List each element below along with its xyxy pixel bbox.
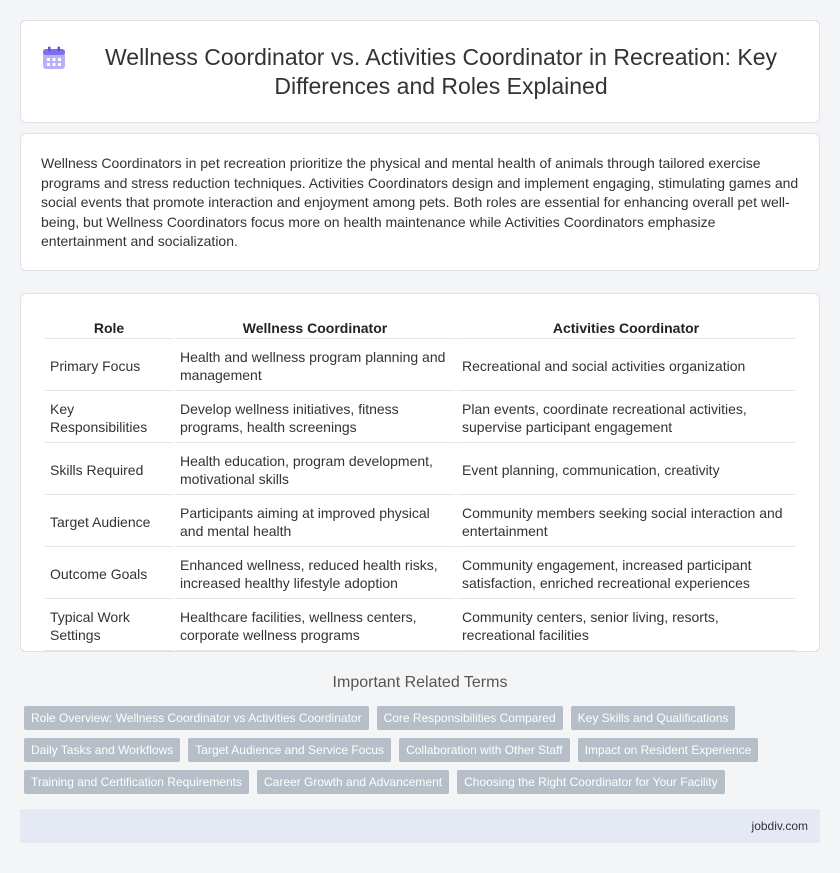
table-row (45, 445, 795, 495)
footer (20, 809, 820, 843)
comparison-table (43, 314, 797, 653)
related-tag[interactable]: Key Skills and Qualifications (571, 706, 736, 730)
table-row (45, 393, 795, 443)
wellness-cell: Enhanced wellness, reduced health risks, increased healthy lifestyle adoption (175, 549, 455, 599)
comparison-table-card (20, 293, 820, 652)
header-wellness-coordinator: Wellness Coordinator (175, 316, 455, 339)
role-cell: Skills Required (45, 445, 173, 495)
role-cell: Outcome Goals (45, 549, 173, 599)
role-cell: Target Audience (45, 497, 173, 547)
related-tag[interactable]: Career Growth and Advancement (257, 770, 449, 794)
wellness-cell: Health and wellness program planning and management (175, 341, 455, 391)
related-terms-tags (24, 706, 824, 794)
role-cell: Primary Focus (45, 341, 173, 391)
table-row (45, 601, 795, 651)
intro-card (20, 133, 820, 271)
footer-site-link[interactable]: jobdiv.com (751, 819, 808, 833)
header-role: Role (45, 316, 173, 339)
related-tag[interactable]: Daily Tasks and Workflows (24, 738, 180, 762)
related-tag[interactable]: Collaboration with Other Staff (399, 738, 570, 762)
related-tag[interactable]: Target Audience and Service Focus (188, 738, 391, 762)
activities-cell: Recreational and social activities organization (457, 341, 795, 391)
activities-cell: Plan events, coordinate recreational activities, supervise participant engagement (457, 393, 795, 443)
wellness-cell: Develop wellness initiatives, fitness programs, health screenings (175, 393, 455, 443)
intro-paragraph: Wellness Coordinators in pet recreation prioritize the physical and mental health of animals through tailored exercise programs and stress reduction techniques. Activities Coordinators design and implement engaging, stimulating games and social events that promote interaction and enjoyment among pets. Both roles are essential for enhancing overall pet well-being, but Wellness Coordinators focus more on health maintenance while Activities Coordinators emphasize entertainment and socialization. (41, 155, 799, 250)
wellness-cell: Participants aiming at improved physical and mental health (175, 497, 455, 547)
table-row (45, 549, 795, 599)
header-activities-coordinator: Activities Coordinator (457, 316, 795, 339)
related-tag[interactable]: Impact on Resident Experience (578, 738, 759, 762)
related-tag[interactable]: Choosing the Right Coordinator for Your Facility (457, 770, 724, 794)
activities-cell: Community engagement, increased participant satisfaction, enriched recreational experiences (457, 549, 795, 599)
role-cell: Key Responsibilities (45, 393, 173, 443)
related-terms-title: Important Related Terms (332, 674, 508, 691)
related-tag[interactable]: Training and Certification Requirements (24, 770, 249, 794)
activities-cell: Event planning, communication, creativity (457, 445, 795, 495)
related-tag[interactable]: Role Overview: Wellness Coordinator vs Activities Coordinator (24, 706, 369, 730)
role-cell: Typical Work Settings (45, 601, 173, 651)
table-row (45, 341, 795, 391)
page-title: Wellness Coordinator vs. Activities Coordinator in Recreation: Key Differences and Roles Explained (105, 43, 777, 99)
table-header-row (45, 316, 795, 339)
activities-cell: Community centers, senior living, resorts, recreational facilities (457, 601, 795, 651)
related-tag[interactable]: Core Responsibilities Compared (377, 706, 563, 730)
calendar-icon (41, 45, 67, 71)
activities-cell: Community members seeking social interaction and entertainment (457, 497, 795, 547)
header-card (20, 20, 820, 123)
wellness-cell: Healthcare facilities, wellness centers, corporate wellness programs (175, 601, 455, 651)
wellness-cell: Health education, program development, motivational skills (175, 445, 455, 495)
table-row (45, 497, 795, 547)
